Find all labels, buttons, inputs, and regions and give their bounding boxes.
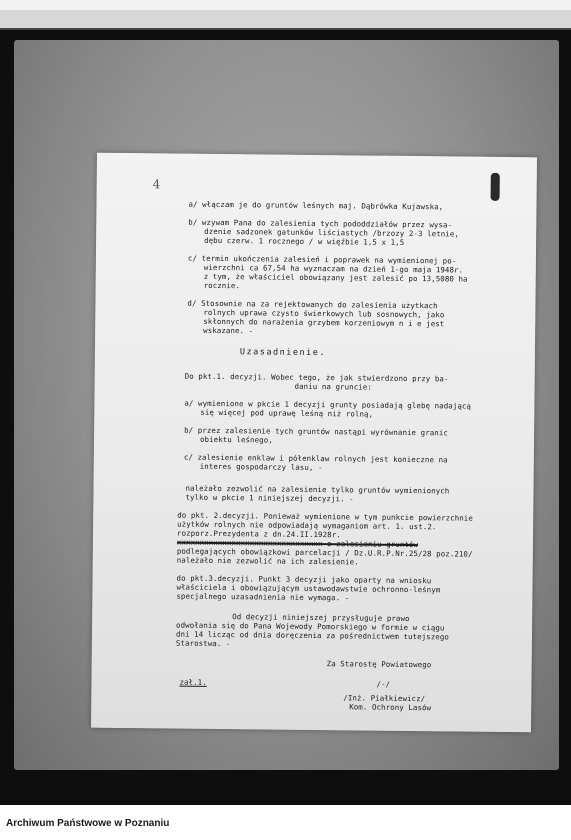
signature-mark: /-/ — [376, 679, 391, 689]
doc-line: do pkt. 2.decyzji. Ponieważ wymienione w tym punkcie powierzchnie — [177, 510, 473, 523]
doc-line: b/ wzywam Pana do zalesienia tych pododdziałów przez wysa- — [188, 217, 453, 230]
doc-line: a/ wymienione w pkcie 1 decyzji grunty posiadają glebę nadającą — [184, 398, 472, 411]
doc-line: podlegających obowiązkowi parcelacji / Dz.U.R.P.Nr.25/28 poz.210/ — [176, 546, 473, 559]
paper-clip-icon — [491, 173, 500, 201]
doc-line: należało nie zezwolić na ich zalesienie. — [176, 555, 359, 567]
doc-line: wierzchni ca 67,54 ha wyznaczam na dzień 1-go maja 1948r. — [203, 262, 464, 275]
top-strip — [0, 0, 571, 10]
doc-line: interes gospodarczy lasu, - — [199, 461, 323, 473]
doc-line: Od decyzji niniejszej przysługuje prawo — [232, 612, 410, 624]
doc-line: się więcej pod uprawę leśną niż rolną, — [200, 407, 374, 419]
doc-line: wskazane. - — [203, 325, 254, 336]
doc-line: tylko w pkcie 1 niniejszej decyzji. - — [185, 492, 354, 504]
archive-caption: Archiwum Państwowe w Poznaniu — [6, 818, 170, 829]
doc-line: do pkt.3.decyzji. Punkt 3 decyzji jako oparty na wniosku — [176, 573, 432, 586]
doc-line: daniu na gruncie: — [294, 381, 372, 392]
doc-line: skłonnych do narażenia grzybem korzeniowym n i e jest — [203, 316, 445, 329]
viewer-toolbar — [0, 10, 571, 30]
attachment-note: zał.1. — [179, 677, 207, 687]
doc-line: obiektu leśnego, — [199, 434, 273, 445]
doc-line: odwołania się do Pana Wojewody Pomorskiego w formie w ciągu — [176, 620, 445, 633]
doc-line: a/ włączam je do gruntów leśnych maj. Dąbrówka Kujawska, — [188, 199, 444, 212]
doc-line: xxxxxxxxxxxxxxxxxxxxxxxxxxxxxxxx o zalesieniu gruntów — [176, 537, 419, 550]
doc-line: dębu czerw. 1 rocznego / w więźbie 1,5 x 1,5 — [204, 235, 405, 247]
doc-line: c/ termin ukończenia zalesień i poprawek na wymienionej po- — [187, 253, 457, 266]
signature-line: Za Starostę Powiatowego — [326, 659, 432, 670]
doc-line: rocznie. — [203, 280, 241, 291]
doc-line: z tym, że właściciel obowiązany jest zalesić po 13,5080 ha — [203, 271, 468, 284]
scan-background — [14, 40, 559, 770]
doc-line: dzenie sadzonek gatunków liściastych /brzozy 2-3 letnie, — [204, 226, 460, 239]
page-number: 4 — [152, 177, 161, 192]
section-heading: Uzasadnienie. — [239, 347, 327, 359]
doc-line: specjalnego uzasadnienia nie wymaga. - — [176, 591, 350, 603]
doc-line: rolnych uprawa czysto świerkowych lub sosnowych, jako — [203, 307, 445, 320]
doc-line: Starostwa. - — [175, 638, 231, 649]
doc-line: rozporz.Prezydenta z dn.24.II.1928r. — [176, 528, 341, 540]
doc-line: należało zezwolić na zalesienie tylko gruntów wymienionych — [185, 483, 450, 496]
doc-line: dni 14 licząc od dnia doręczenia za pośrednictwem tutejszego — [175, 629, 450, 642]
document-page — [91, 153, 537, 733]
doc-line: b/ przez zalesienie tych gruntów nastąpi wyrównanie granic — [184, 425, 449, 438]
doc-line: Do pkt.1. decyzji. Wobec tego, że jak stwierdzono przy ba- — [184, 371, 449, 384]
doc-line: właściciela i obowiązującym ustawodawstwie ochronno-leśnym — [176, 582, 441, 595]
doc-line: d/ Stosownie na za rejektowanych do zalesienia użytkach — [187, 298, 438, 311]
signatory-name: /Inż. Piałkiewicz/ — [343, 693, 426, 704]
signatory-title: Kom. Ochrony Lasów — [349, 702, 432, 713]
doc-line: c/ zalesienie enklaw i półenklaw rolnych jest konieczne na — [183, 452, 448, 465]
doc-line: użytków rolnych nie odpowiadają wymaganiom art. 1. ust.2. — [177, 519, 437, 532]
